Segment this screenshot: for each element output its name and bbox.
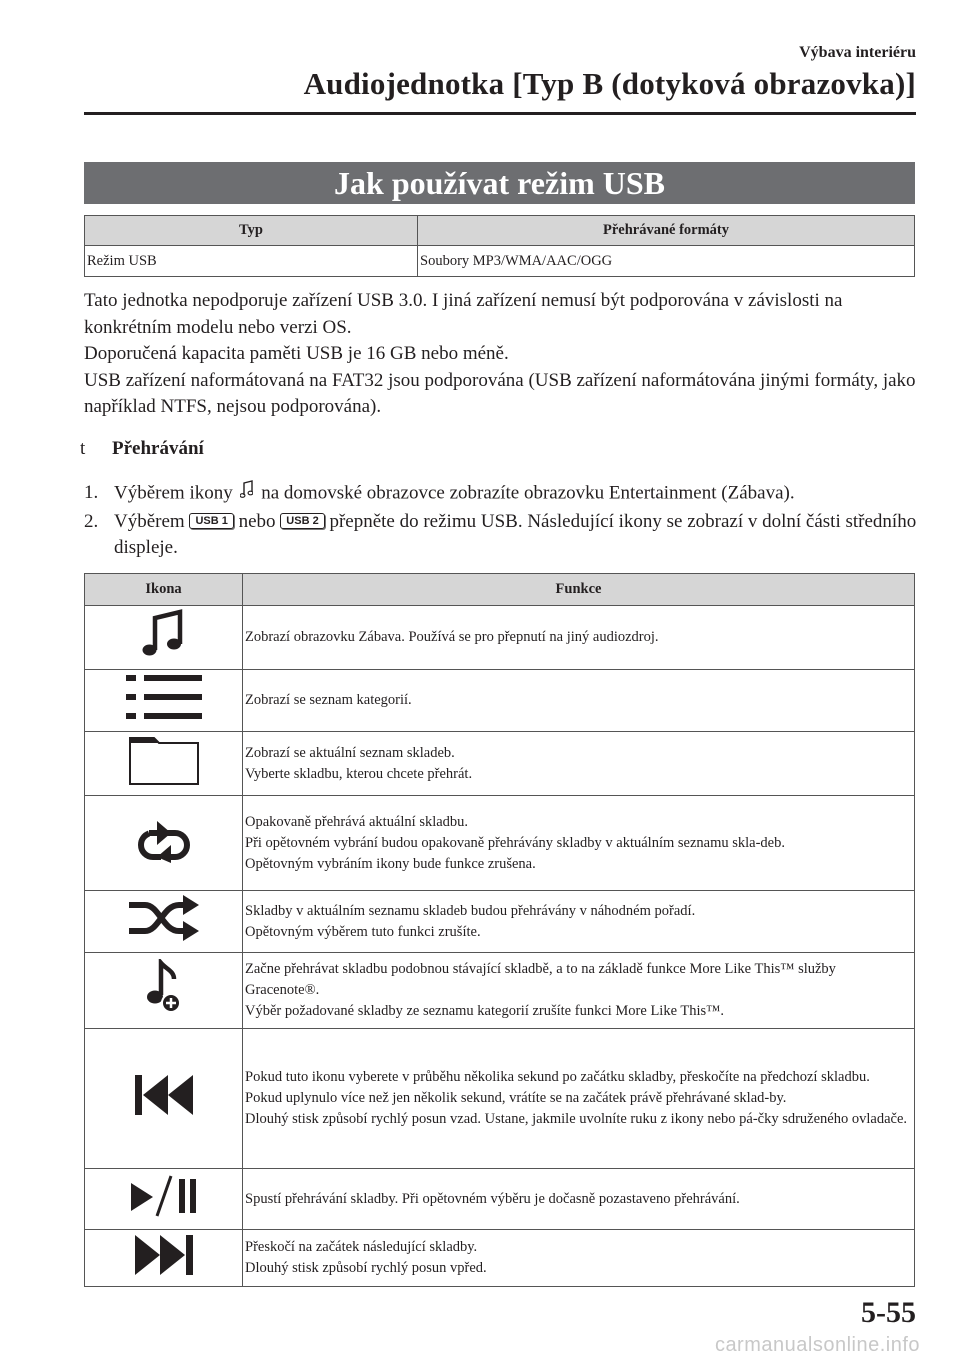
step-text: Výběrem xyxy=(114,510,185,532)
usb1-button[interactable]: USB 1 xyxy=(189,513,233,529)
intro-paragraphs xyxy=(84,288,924,421)
function-text: Dlouhý stisk způsobí rychlý posun vpřed. xyxy=(245,1260,487,1276)
paragraph: Doporučená kapacita paměti USB je 16 GB nebo méně. xyxy=(84,343,509,364)
function-text: Zobrazí se aktuální seznam skladeb. xyxy=(245,744,455,761)
page-number: 5-55 xyxy=(861,1296,916,1329)
section-label: Výbava interiéru xyxy=(799,44,916,61)
repeat-icon[interactable] xyxy=(135,817,193,863)
table-row xyxy=(85,953,915,1029)
step-text: přepněte do režimu USB. Následující ikony se zobrazí v dolní části středního displeje. xyxy=(114,510,917,558)
function-text: Skladby v aktuálním seznamu skladeb budou přehrávány v náhodném pořadí. xyxy=(245,902,696,919)
function-text: Začne přehrávat skladbu podobnou stávající skladbě, a to na základě funkce More Like This™ služby Gracenote®. xyxy=(245,961,836,998)
more-like-this-icon[interactable] xyxy=(144,959,184,1015)
format-header-formats: Přehrávané formáty xyxy=(418,216,915,246)
step-2 xyxy=(84,509,924,562)
icon-table xyxy=(84,573,915,1287)
list-icon[interactable] xyxy=(124,672,204,722)
step-text: Výběrem ikony xyxy=(114,482,233,504)
format-table xyxy=(84,215,915,277)
format-cell-formats: Soubory MP3/WMA/AAC/OGG xyxy=(418,246,915,277)
shuffle-icon[interactable] xyxy=(127,895,201,941)
function-text: Výběr požadované skladby ze seznamu kategorií zrušíte funkci More Like This™. xyxy=(245,1003,724,1019)
previous-track-icon[interactable] xyxy=(133,1075,195,1115)
function-text: Opakovaně přehrává aktuální skladbu. xyxy=(245,813,469,830)
header-rule xyxy=(84,112,916,115)
step-text: na domovské obrazovce zobrazíte obrazovku Entertainment (Zábava). xyxy=(261,482,795,504)
function-text: Zobrazí se seznam kategorií. xyxy=(245,692,412,708)
playback-heading xyxy=(80,438,204,460)
format-cell-type: Režim USB xyxy=(85,246,418,277)
function-text: Spustí přehrávání skladby. Při opětovném výběru je dočasně pozastaveno přehrávání. xyxy=(245,1190,740,1207)
table-row xyxy=(85,246,915,277)
table-row xyxy=(85,670,915,732)
next-track-icon[interactable] xyxy=(133,1235,195,1275)
function-text: Opětovným vybráním ikony bude funkce zrušena. xyxy=(245,855,536,872)
step-1 xyxy=(84,480,924,509)
table-row xyxy=(85,1230,915,1287)
table-row xyxy=(85,891,915,953)
function-text: Dlouhý stisk způsobí rychlý posun vzad. Ustane, jakmile uvolníte ruku z ikony nebo pá-čky sdruženého ovladače. xyxy=(245,1111,908,1127)
section-banner: Jak používat režim USB xyxy=(84,162,915,204)
steps-list xyxy=(84,480,924,562)
play-pause-icon[interactable] xyxy=(129,1175,199,1217)
function-text: Zobrazí obrazovku Zábava. Používá se pro přepnutí na jiný audiozdroj. xyxy=(245,629,659,645)
folder-icon[interactable] xyxy=(128,734,200,786)
watermark: carmanualsonline.info xyxy=(714,1334,920,1356)
table-row xyxy=(85,1029,915,1169)
function-text: Pokud uplynulo více než jen několik sekund, vrátíte se na začátek právě přehrávané sklad-by. xyxy=(245,1090,787,1106)
music-note-icon xyxy=(240,480,253,509)
function-text: Při opětovném vybrání budou opakovaně přehrávány skladby v aktuálním seznamu skla-deb. xyxy=(245,834,785,851)
paragraph: Tato jednotka nepodporuje zařízení USB 3.0. I jiná zařízení nemusí být podporována v závislosti na konkrétním modelu nebo verzi OS. xyxy=(84,290,843,338)
function-text: Opětovným výběrem tuto funkci zrušíte. xyxy=(245,923,481,940)
format-header-type: Typ xyxy=(85,216,418,246)
table-row xyxy=(85,732,915,796)
icon-table-header xyxy=(85,574,915,606)
paragraph: USB zařízení naformátovaná na FAT32 jsou podporována (USB zařízení naformátována jinými formáty, jako například NTFS, nejsou podporována). xyxy=(84,369,916,417)
function-text: Vyberte skladbu, kterou chcete přehrát. xyxy=(245,765,473,782)
chapter-title: Audiojednotka [Typ B (dotyková obrazovka)] xyxy=(303,66,916,101)
heading-text: Přehrávání xyxy=(112,438,204,459)
table-row xyxy=(85,606,915,670)
step-number: 1. xyxy=(84,482,99,503)
music-note-icon[interactable] xyxy=(140,608,188,660)
function-header: Funkce xyxy=(243,574,915,606)
function-text: Přeskočí na začátek následující skladby. xyxy=(245,1239,478,1255)
heading-marker: t xyxy=(80,438,86,459)
function-text: Pokud tuto ikonu vyberete v průběhu několika sekund po začátku skladby, přeskočíte na předchozí skladbu. xyxy=(245,1069,870,1085)
icon-header: Ikona xyxy=(85,574,243,606)
table-row xyxy=(85,796,915,891)
step-text: nebo xyxy=(238,510,276,532)
table-row xyxy=(85,1169,915,1230)
step-number: 2. xyxy=(84,510,99,532)
usb2-button[interactable]: USB 2 xyxy=(280,513,324,529)
format-table-header xyxy=(85,216,915,246)
